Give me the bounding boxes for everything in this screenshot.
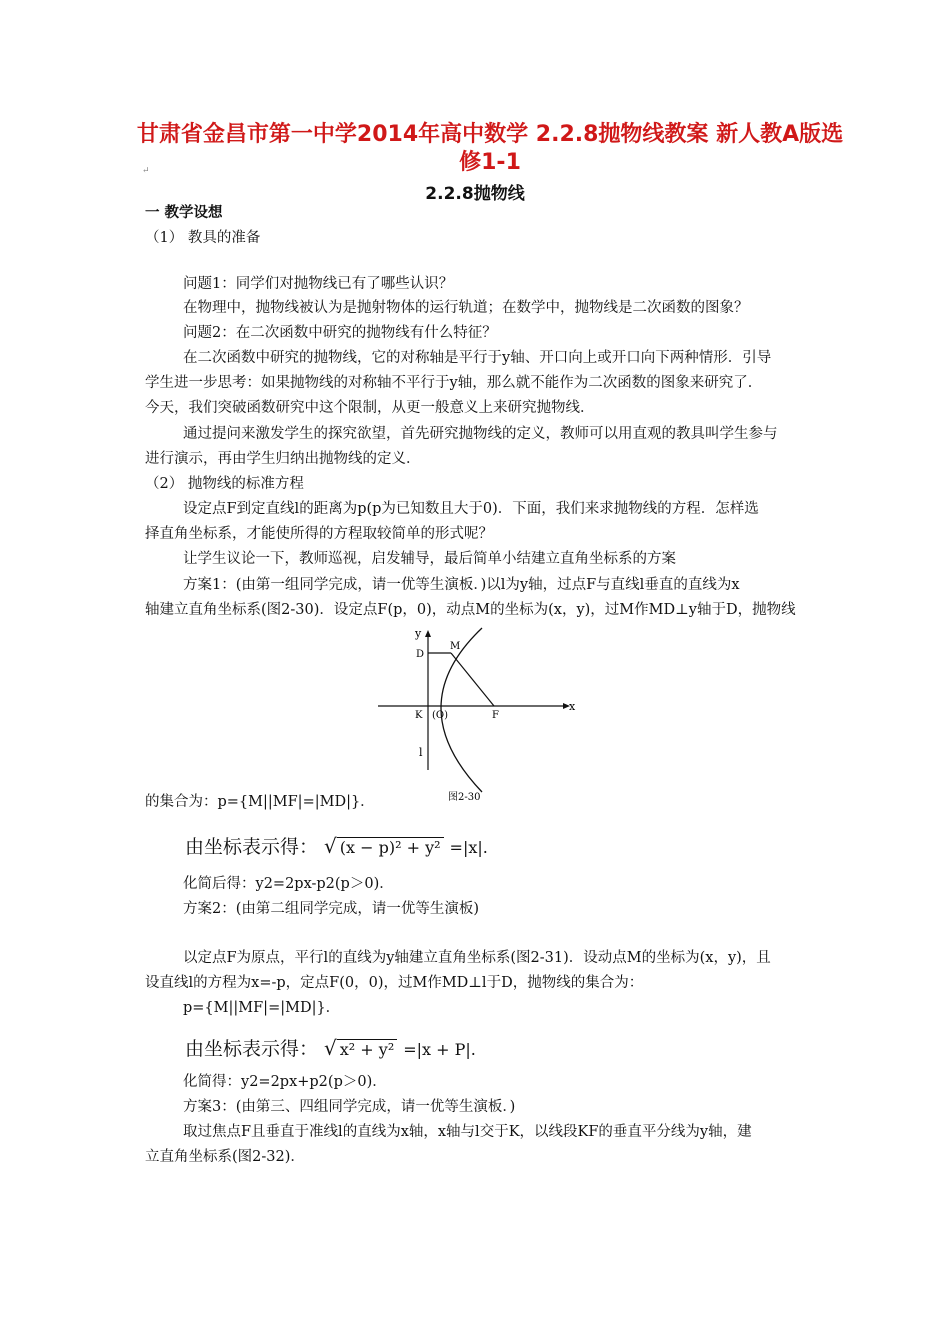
paragraph-set-definition-1: 的集合为：p={M||MF|=|MD|}． [145, 794, 375, 810]
sqrt-icon: √ [324, 1036, 337, 1060]
formula-1-label: 由坐标表示得： [185, 836, 319, 858]
formula-1-rhs: =|x|. [449, 838, 488, 857]
label-O: (O) [432, 710, 449, 721]
paragraph-answer1: 在物理中，抛物线被认为是抛射物体的运行轨道；在数学中，抛物线是二次函数的图象？ [183, 300, 749, 316]
document-title-line1: 甘肃省金昌市第一中学2014年高中数学 2.2.8抛物线教案 新人教A版选 [136, 122, 844, 147]
paragraph-plan1-line2: 轴建立直角坐标系(图2-30)．设定点F(p，0)，动点M的坐标为(x，y)，过M作MD⊥y轴于D，抛物线 [145, 602, 796, 618]
label-x: x [569, 700, 576, 713]
formula-2-radicand: x² + y² [337, 1039, 397, 1059]
paragraph-intro-line1: 通过提问来激发学生的探究欲望，首先研究抛物线的定义，教师可以用直观的教具叫学生参与 [183, 426, 778, 442]
paragraph-plan3-line2: 立直角坐标系(图2-32)． [145, 1149, 305, 1165]
formula-2-label: 由坐标表示得： [185, 1038, 319, 1060]
label-F: F [492, 710, 499, 721]
paragraph-answer2-line3: 今天，我们突破函数研究中这个限制，从更一般意义上来研究抛物线． [145, 400, 595, 416]
paragraph-plan2-line1: 以定点F为原点，平行l的直线为y轴建立直角坐标系(图2-31)．设动点M的坐标为(x，y)，且 [183, 950, 771, 966]
formula-2 [185, 1034, 476, 1061]
paragraph-mark: ↵ [142, 166, 150, 176]
formula-2-rhs: =|x + P|. [403, 1040, 476, 1059]
paragraph-setup-line1: 设定点F到定直线l的距离为p(p为已知数且大于0)．下面，我们来求抛物线的方程．怎样选 [183, 501, 759, 517]
paragraph-plan2-line2: 设直线l的方程为x=-p，定点F(0，0)，过M作MD⊥l于D，抛物线的集合为： [145, 975, 644, 991]
paragraph-plan1-line1: 方案1：(由第一组同学完成，请一优等生演板．)以l为y轴，过点F与直线l垂直的直线为x [183, 577, 740, 593]
label-D: D [416, 649, 425, 660]
paragraph-intro-line2: 进行演示，再由学生归纳出抛物线的定义． [145, 451, 421, 467]
subsection-heading-1: （1） 教具的准备 [145, 230, 261, 246]
formula-1 [185, 832, 488, 859]
formula-1-radicand: (x − p)² + y² [337, 837, 444, 857]
sqrt-icon: √ [324, 834, 337, 858]
segment-MF [451, 653, 494, 706]
paragraph-plan2: 方案2：(由第二组同学完成，请一优等生演板) [183, 901, 480, 917]
paragraph-question2: 问题2：在二次函数中研究的抛物线有什么特征？ [183, 325, 497, 341]
paragraph-answer2-line2: 学生进一步思考：如果抛物线的对称轴不平行于y轴，那么就不能作为二次函数的图象来研究了． [145, 375, 763, 391]
paragraph-discussion: 让学生议论一下，教师巡视，启发辅导，最后简单小结建立直角坐标系的方案 [183, 551, 676, 567]
paragraph-set-definition-2: p={M||MF|=|MD|}． [183, 1000, 341, 1016]
paragraph-setup-line2: 择直角坐标系，才能使所得的方程取较简单的形式呢？ [145, 526, 493, 542]
section-heading-1: 一 教学设想 [145, 205, 223, 221]
label-l: l [419, 746, 423, 759]
parabola-figure [370, 622, 585, 807]
label-y: y [415, 627, 422, 640]
paragraph-simplified-2: 化简得：y2=2px+p2(p＞0)． [183, 1074, 387, 1090]
section-subtitle: 2.2.8抛物线 [425, 184, 525, 204]
subsection-heading-2: （2） 抛物线的标准方程 [145, 476, 304, 492]
paragraph-plan3-line1: 取过焦点F且垂直于准线l的直线为x轴，x轴与l交于K，以线段KF的垂直平分线为y轴，建 [183, 1124, 752, 1140]
document-title-line2: 修1-1 [459, 150, 521, 175]
figure-caption: 图2-30 [448, 792, 481, 803]
label-K: K [415, 710, 423, 721]
y-axis-arrow [425, 630, 431, 637]
paragraph-question1: 问题1：同学们对抛物线已有了哪些认识？ [183, 276, 454, 292]
label-M: M [450, 641, 461, 652]
paragraph-simplified-1: 化简后得：y2=2px-p2(p＞0)． [183, 876, 394, 892]
paragraph-plan3: 方案3：(由第三、四组同学完成，请一优等生演板．) [183, 1099, 516, 1115]
paragraph-answer2-line1: 在二次函数中研究的抛物线，它的对称轴是平行于y轴、开口向上或开口向下两种情形．引导 [183, 350, 772, 366]
